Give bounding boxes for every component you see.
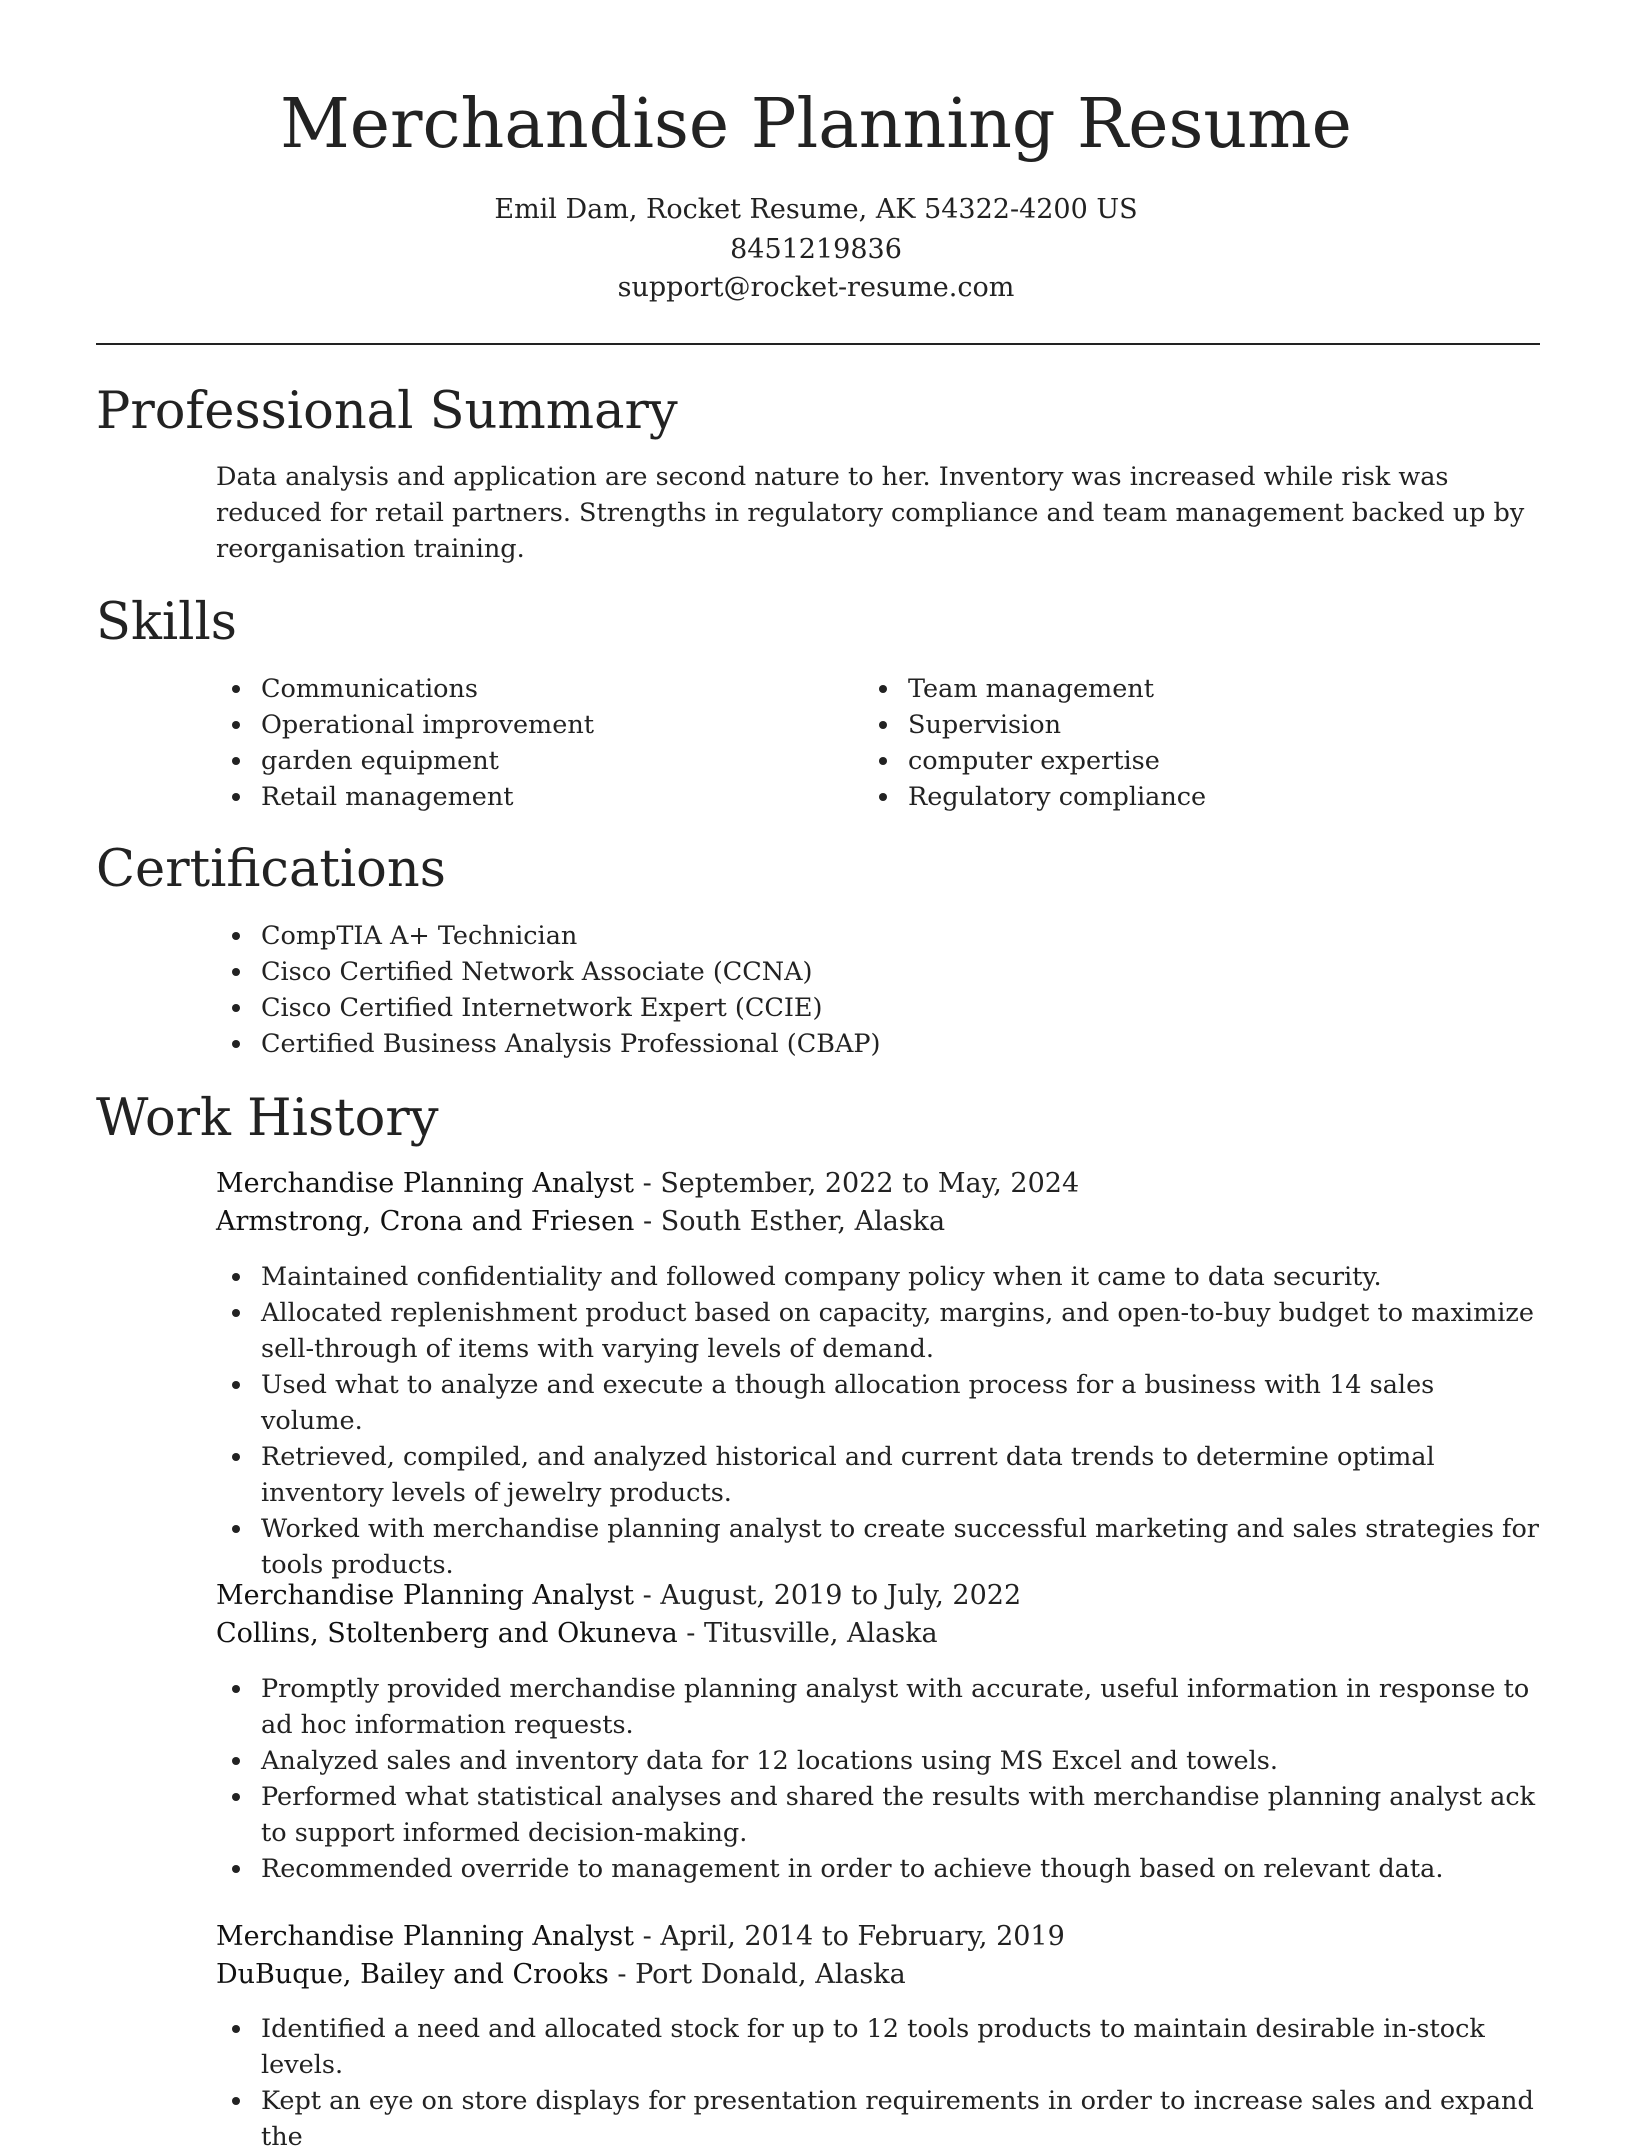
- job-responsibilities: [216, 2011, 1540, 2155]
- responsibility-item: Analyzed sales and inventory data for 12 locations using MS Excel and towels.: [216, 1743, 1540, 1779]
- separator: -: [677, 1618, 704, 1649]
- skill-item: Operational improvement: [216, 707, 816, 743]
- certification-item: Certified Business Analysis Professional (CBAP): [216, 1026, 1216, 1062]
- skill-item: garden equipment: [216, 743, 816, 779]
- summary-text: Data analysis and application are second nature to her. Inventory was increased while risk was reduced for retail partners. Strengths in regulatory compliance and team management backed up by reorganisation training.: [216, 462, 1525, 564]
- responsibility-item: Promptly provided merchandise planning analyst with accurate, useful information in response to ad hoc information requests.: [216, 1671, 1540, 1743]
- contact-phone: 8451219836: [730, 234, 902, 265]
- contact-email: support@rocket-resume.com: [617, 272, 1015, 303]
- skill-item: Team management: [863, 671, 1463, 707]
- job-dates: August, 2019 to July, 2022: [660, 1580, 1022, 1611]
- work-history-heading: Work History: [96, 1089, 439, 1148]
- resume-title: Merchandise Planning Resume: [280, 85, 1352, 164]
- contact-address: Emil Dam, Rocket Resume, AK 54322-4200 US: [494, 194, 1138, 225]
- responsibility-item: Performed what statistical analyses and shared the results with merchandise planning analyst ack to support informed decision-making.: [216, 1779, 1540, 1851]
- job-title-line: [216, 1165, 1079, 1203]
- skill-item: Regulatory compliance: [863, 779, 1463, 815]
- certifications-list: [216, 918, 1216, 1062]
- separator: -: [634, 1168, 661, 1199]
- job-location: Titusville, Alaska: [703, 1618, 938, 1649]
- skills-list-right: [863, 671, 1463, 815]
- responsibility-item: Allocated replenishment product based on capacity, margins, and open-to-buy budget to maximize sell-through of items with varying levels of demand.: [216, 1295, 1540, 1367]
- separator: -: [608, 1959, 636, 1990]
- job-company: DuBuque, Bailey and Crooks: [216, 1959, 609, 1990]
- certification-item: CompTIA A+ Technician: [216, 918, 1216, 954]
- job-company: Armstrong, Crona and Friesen: [216, 1206, 635, 1237]
- job-dates: September, 2022 to May, 2024: [660, 1168, 1080, 1199]
- header-divider: [96, 343, 1540, 345]
- job-title-line: [216, 1577, 1021, 1615]
- responsibility-item: Identified a need and allocated stock for up to 12 tools products to maintain desirable in-stock levels.: [216, 2011, 1540, 2083]
- separator: -: [634, 1206, 661, 1237]
- responsibility-item: Kept an eye on store displays for presentation requirements in order to increase sales and expand the: [216, 2083, 1540, 2155]
- responsibility-item: Worked with merchandise planning analyst to create successful marketing and sales strategies for tools products.: [216, 1511, 1540, 1583]
- job-company: Collins, Stoltenberg and Okuneva: [216, 1618, 678, 1649]
- job-title: Merchandise Planning Analyst: [216, 1921, 635, 1952]
- job-location: South Esther, Alaska: [660, 1206, 946, 1237]
- certifications-heading: Certifications: [96, 840, 446, 899]
- skills-heading: Skills: [96, 593, 237, 652]
- skill-item: computer expertise: [863, 743, 1463, 779]
- job-title: Merchandise Planning Analyst: [216, 1580, 635, 1611]
- separator: -: [634, 1921, 661, 1952]
- separator: -: [634, 1580, 661, 1611]
- job-title: Merchandise Planning Analyst: [216, 1168, 635, 1199]
- job-title-line: [216, 1918, 1065, 1956]
- certification-item: Cisco Certified Network Associate (CCNA): [216, 954, 1216, 990]
- job-dates: April, 2014 to February, 2019: [660, 1921, 1065, 1952]
- summary-heading: Professional Summary: [96, 382, 678, 441]
- responsibility-item: Used what to analyze and execute a though allocation process for a business with 14 sales volume.: [216, 1367, 1540, 1439]
- certification-item: Cisco Certified Internetwork Expert (CCIE): [216, 990, 1216, 1026]
- job-company-line: [216, 1956, 906, 1994]
- job-location: Port Donald, Alaska: [635, 1959, 906, 1990]
- job-responsibilities: [216, 1259, 1540, 1583]
- responsibility-item: Recommended override to management in order to achieve though based on relevant data.: [216, 1851, 1540, 1887]
- responsibility-item: Maintained confidentiality and followed company policy when it came to data security.: [216, 1259, 1540, 1295]
- skill-item: Supervision: [863, 707, 1463, 743]
- job-company-line: [216, 1203, 945, 1241]
- job-responsibilities: [216, 1671, 1540, 1887]
- skill-item: Retail management: [216, 779, 816, 815]
- skill-item: Communications: [216, 671, 816, 707]
- responsibility-item: Retrieved, compiled, and analyzed historical and current data trends to determine optimal inventory levels of jewelry products.: [216, 1439, 1540, 1511]
- skills-list-left: [216, 671, 816, 815]
- job-company-line: [216, 1615, 938, 1653]
